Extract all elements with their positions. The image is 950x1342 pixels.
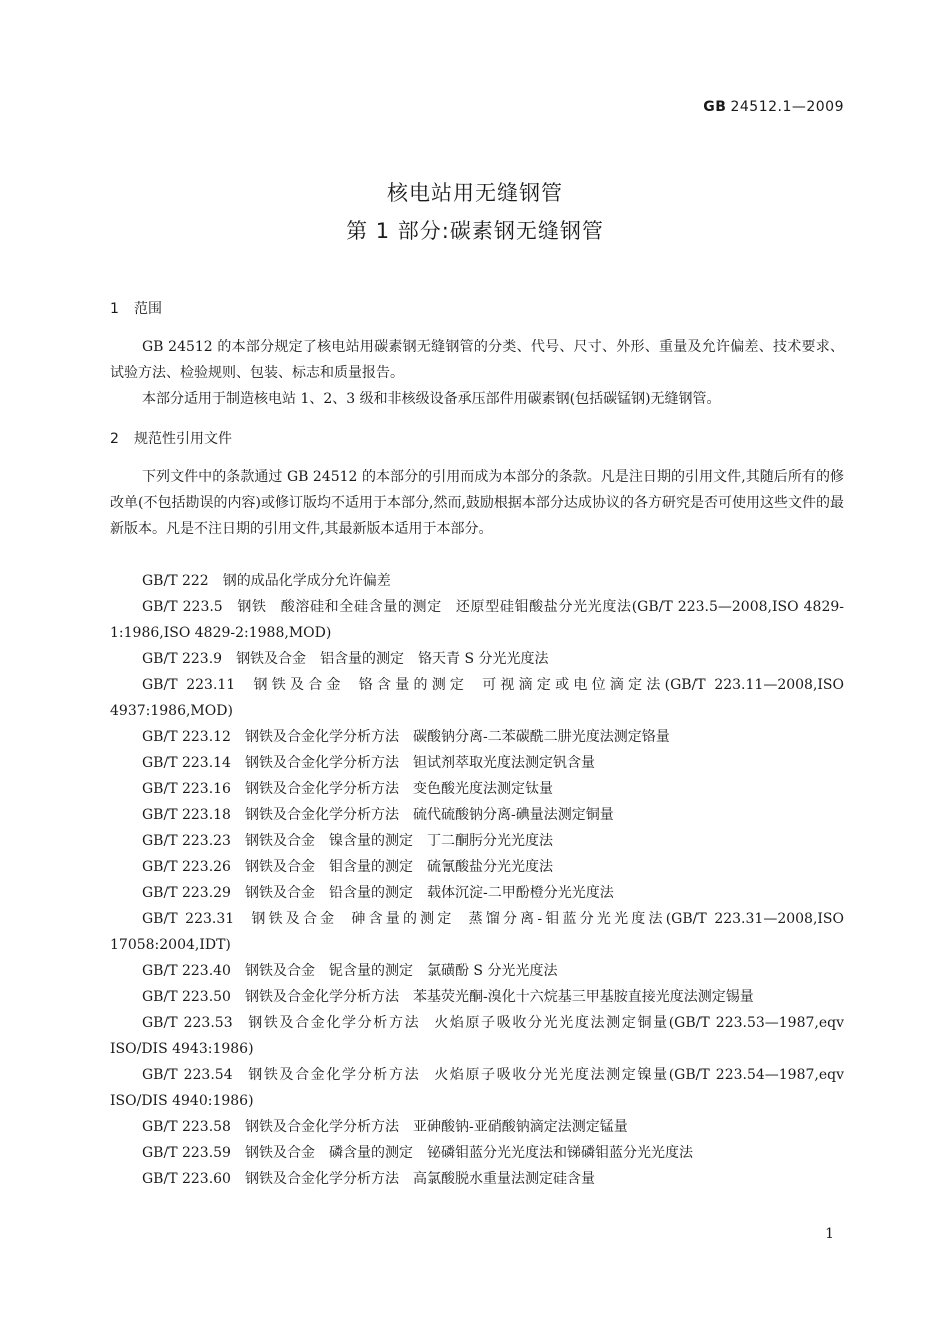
reference-item <box>110 854 844 880</box>
reference-code: GB/T 223.31 <box>142 911 235 927</box>
reference-title-part: 钢铁及合金 <box>249 677 345 693</box>
reference-title-part: 铋磷钼蓝分光光度法和锑磷钼蓝分光光度法 <box>426 1145 693 1161</box>
reference-title-part: 钼含量的测定 <box>328 859 413 875</box>
reference-item <box>110 958 844 984</box>
reference-title-part: 钢铁及合金化学分析方法 <box>246 1067 421 1083</box>
reference-title-part: 钢铁及合金化学分析方法 <box>244 729 399 745</box>
standard-prefix: GB <box>703 99 727 115</box>
reference-item <box>110 802 844 828</box>
reference-item <box>110 984 844 1010</box>
reference-item <box>110 750 844 776</box>
reference-code: GB/T 223.16 <box>142 781 231 797</box>
reference-title-part: 硫代硫酸钠分离-碘量法测定铜量 <box>412 807 614 823</box>
reference-code: GB/T 223.58 <box>142 1119 231 1135</box>
reference-code: GB/T 223.18 <box>142 807 231 823</box>
section-2-title: 规范性引用文件 <box>134 431 232 447</box>
reference-title-part: 钢铁及合金 <box>236 651 307 667</box>
reference-title-part: 钢铁及合金 <box>248 911 338 927</box>
reference-item <box>110 1010 844 1062</box>
reference-code: GB/T 223.50 <box>142 989 231 1005</box>
reference-code: GB/T 223.29 <box>142 885 231 901</box>
reference-title-part: 砷含量的测定 <box>351 911 455 927</box>
reference-code: GB/T 223.12 <box>142 729 231 745</box>
reference-title-part: 钢铁及合金化学分析方法 <box>244 781 399 797</box>
reference-title-part: 硫氰酸盐分光光度法 <box>426 859 553 875</box>
reference-title-part: 碳酸钠分离-二苯碳酰二肼光度法测定铬量 <box>412 729 670 745</box>
title-line-1: 核电站用无缝钢管 <box>387 181 563 205</box>
reference-title-part: 钽试剂萃取光度法测定钒含量 <box>412 755 595 771</box>
reference-title-part: 氯磺酚 S 分光光度法 <box>426 963 558 979</box>
reference-item <box>110 1140 844 1166</box>
reference-code: GB/T 223.14 <box>142 755 231 771</box>
section-2-heading <box>110 428 232 448</box>
reference-code: GB/T 223.54 <box>142 1067 233 1083</box>
reference-code: GB/T 223.59 <box>142 1145 231 1161</box>
reference-item <box>110 880 844 906</box>
section-1-title: 范围 <box>134 301 162 317</box>
reference-title-part: 酸溶硅和全硅含量的测定 <box>280 599 442 615</box>
reference-title-part: 铅含量的测定 <box>328 885 413 901</box>
reference-title-part: 高氯酸脱水重量法测定硅含量 <box>412 1171 595 1187</box>
reference-code: GB/T 223.23 <box>142 833 231 849</box>
reference-title-part: 镍含量的测定 <box>328 833 413 849</box>
reference-title-part: 钢铁及合金 <box>244 859 315 875</box>
reference-code: GB/T 223.53 <box>142 1015 233 1031</box>
section-1-number: 1 <box>110 301 119 317</box>
reference-title-part: 钢铁及合金 <box>244 885 315 901</box>
reference-item <box>110 906 844 958</box>
reference-title-part: 铬天青 S 分光光度法 <box>418 651 549 667</box>
reference-item <box>110 1166 844 1192</box>
reference-title-part: 火焰原子吸收分光光度法测定铜量(GB/T 223.53—1987,eqv ISO/DIS 4943:1986) <box>110 1015 845 1057</box>
section-1-paragraph-2: 本部分适用于制造核电站 1、2、3 级和非核级设备承压部件用碳素钢(包括碳锰钢)无缝钢管。 <box>142 391 721 407</box>
reference-title-part: 还原型硅钼酸盐分光光度法(GB/T 223.5—2008,ISO 4829-1:1986,ISO 4829-2:1988,MOD) <box>110 599 845 641</box>
reference-title-part: 火焰原子吸收分光光度法测定镍量(GB/T 223.54—1987,eqv ISO/DIS 4940:1986) <box>110 1067 845 1109</box>
reference-code: GB/T 223.11 <box>142 677 236 693</box>
reference-item <box>110 1062 844 1114</box>
standard-code <box>703 99 844 115</box>
reference-list <box>110 568 844 1192</box>
section-2-number: 2 <box>110 431 119 447</box>
reference-item <box>110 776 844 802</box>
reference-title-part: 变色酸光度法测定钛量 <box>412 781 553 797</box>
reference-item <box>110 828 844 854</box>
reference-title-part: 钢铁及合金 <box>244 1145 315 1161</box>
title-line-2: 第 1 部分:碳素钢无缝钢管 <box>346 219 604 243</box>
reference-item <box>110 672 844 724</box>
reference-code: GB/T 223.9 <box>142 651 223 667</box>
reference-title-part: 亚砷酸钠-亚硝酸钠滴定法测定锰量 <box>412 1119 628 1135</box>
reference-title-part: 钢铁及合金 <box>244 833 315 849</box>
reference-item <box>110 568 844 594</box>
reference-title-part: 钢铁及合金 <box>244 963 315 979</box>
reference-title-part: 铝含量的测定 <box>320 651 405 667</box>
document-title <box>0 174 950 250</box>
reference-code: GB/T 223.26 <box>142 859 231 875</box>
reference-title-part: 铬含量的测定 <box>358 677 469 693</box>
reference-code: GB/T 222 <box>142 573 209 589</box>
reference-title-part: 钢铁及合金化学分析方法 <box>244 807 399 823</box>
standard-number: 24512.1—2009 <box>730 99 844 115</box>
reference-title-part: 钢铁及合金化学分析方法 <box>244 989 399 1005</box>
reference-item <box>110 594 844 646</box>
reference-title-part: 可视滴定或电位滴定法(GB/T 223.11—2008,ISO 4937:1986,MOD) <box>110 677 845 719</box>
reference-title-part: 苯基荧光酮-溴化十六烷基三甲基胺直接光度法测定锡量 <box>412 989 754 1005</box>
reference-title-part: 丁二酮肟分光光度法 <box>426 833 553 849</box>
reference-code: GB/T 223.5 <box>142 599 223 615</box>
section-1-heading <box>110 298 162 318</box>
page-number: 1 <box>825 1226 834 1242</box>
reference-title-part: 钢铁及合金化学分析方法 <box>244 1171 399 1187</box>
reference-title-part: 磷含量的测定 <box>328 1145 413 1161</box>
reference-title-part: 钢铁及合金化学分析方法 <box>244 1119 399 1135</box>
reference-item <box>110 1114 844 1140</box>
reference-title-part: 钢的成品化学成分允许偏差 <box>222 573 391 589</box>
reference-title-part: 蒸馏分离-钼蓝分光光度法(GB/T 223.31—2008,ISO 17058:2004,IDT) <box>110 911 845 953</box>
section-2-intro: 下列文件中的条款通过 GB 24512 的本部分的引用而成为本部分的条款。凡是注日期的引用文件,其随后所有的修改单(不包括勘误的内容)或修订版均不适用于本部分,然而,鼓励根据本部分达成协议的各方研究是否可使用这些文件的最新版本。凡是不注日期的引用文件,其最新版本适用于本部分。 <box>110 469 844 537</box>
section-1-paragraph-1: GB 24512 的本部分规定了核电站用碳素钢无缝钢管的分类、代号、尺寸、外形、重量及允许偏差、技术要求、试验方法、检验规则、包装、标志和质量报告。 <box>110 339 844 381</box>
reference-title-part: 钢铁及合金化学分析方法 <box>246 1015 421 1031</box>
reference-title-part: 铌含量的测定 <box>328 963 413 979</box>
reference-item <box>110 724 844 750</box>
reference-title-part: 钢铁及合金化学分析方法 <box>244 755 399 771</box>
reference-code: GB/T 223.60 <box>142 1171 231 1187</box>
reference-code: GB/T 223.40 <box>142 963 231 979</box>
reference-title-part: 钢铁 <box>236 599 267 615</box>
reference-title-part: 载体沉淀-二甲酚橙分光光度法 <box>426 885 614 901</box>
reference-item <box>110 646 844 672</box>
